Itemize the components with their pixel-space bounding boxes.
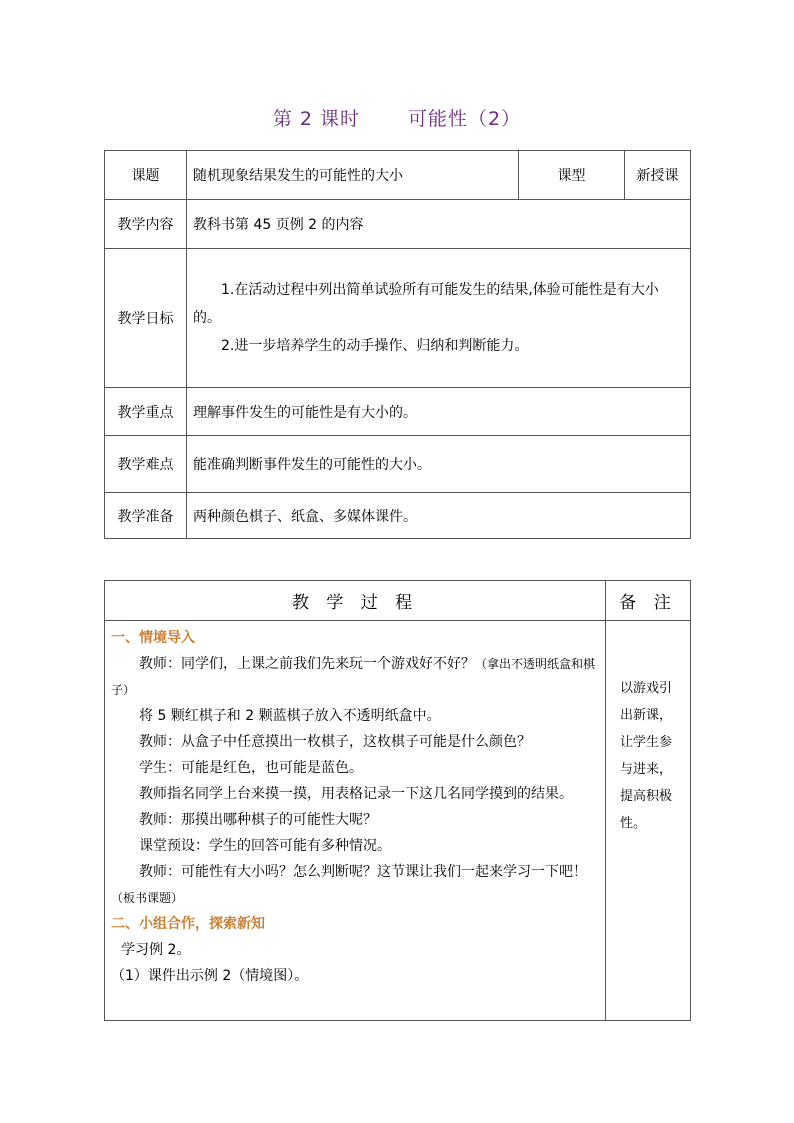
process-line: 学生：可能是红色，也可能是蓝色。 <box>139 760 363 776</box>
content-value: 教科书第 45 页例 2 的内容 <box>187 200 691 249</box>
section-heading-1: 一、情境导入 <box>111 630 195 646</box>
row-difficult <box>105 436 691 493</box>
type-label: 课型 <box>519 151 625 200</box>
lesson-info-table <box>104 150 691 539</box>
key-label: 教学重点 <box>105 388 187 436</box>
process-body-row <box>105 621 691 1021</box>
process-line: 教师：同学们，上课之前我们先来玩一个游戏好不好？（拿出不透明纸盒和棋子） <box>111 656 596 697</box>
lesson-topic: 可能性（2） <box>408 108 522 130</box>
process-line: 教师指名同学上台来摸一摸，用表格记录一下这几名同学摸到的结果。 <box>139 786 573 802</box>
row-prep <box>105 493 691 539</box>
process-line: 课堂预设：学生的回答可能有多种情况。 <box>139 838 391 854</box>
process-line: 教师：可能性有大小吗？怎么判断呢？这节课让我们一起来学习一下吧！（板书课题） <box>111 864 587 905</box>
type-value: 新授课 <box>625 151 691 200</box>
note-header: 备 注 <box>606 581 691 621</box>
process-line: 教师：那摸出哪种棋子的可能性大呢？ <box>139 812 377 828</box>
process-line: （1）课件出示例 2（情境图）。 <box>111 968 309 984</box>
prep-label: 教学准备 <box>105 493 187 539</box>
goal-item-2: 2.进一步培养学生的动手操作、归纳和判断能力。 <box>221 338 529 354</box>
section-heading-2: 二、小组合作，探索新知 <box>111 916 265 932</box>
row-content <box>105 200 691 249</box>
content-label: 教学内容 <box>105 200 187 249</box>
topic-value: 随机现象结果发生的可能性的大小 <box>187 151 519 200</box>
process-header-row <box>105 581 691 621</box>
difficult-label: 教学难点 <box>105 436 187 493</box>
process-header: 教 学 过 程 <box>105 581 606 621</box>
lesson-number: 第 2 课时 <box>272 108 361 130</box>
goal-item-1: 1.在活动过程中列出简单试验所有可能发生的结果,体验可能性是有大小的。 <box>193 282 659 326</box>
process-line: 学习例 2。 <box>121 942 191 958</box>
prep-value: 两种颜色棋子、纸盒、多媒体课件。 <box>187 493 691 539</box>
goal-label: 教学日标 <box>105 249 187 388</box>
row-topic <box>105 151 691 200</box>
key-value: 理解事件发生的可能性是有大小的。 <box>187 388 691 436</box>
process-content <box>105 621 606 1021</box>
goal-value <box>187 249 691 388</box>
process-line: 将 5 颗红棋子和 2 颗蓝棋子放入不透明纸盒中。 <box>139 708 441 724</box>
note-content: 以游戏引出新课，让学生参与进来，提高积极性。 <box>606 621 691 1021</box>
page-title <box>0 104 794 131</box>
teaching-process-table <box>104 580 691 1021</box>
row-key <box>105 388 691 436</box>
difficult-value: 能准确判断事件发生的可能性的大小。 <box>187 436 691 493</box>
row-goal <box>105 249 691 388</box>
process-line: 教师：从盒子中任意摸出一枚棋子，这枚棋子可能是什么颜色？ <box>139 734 531 750</box>
topic-label: 课题 <box>105 151 187 200</box>
